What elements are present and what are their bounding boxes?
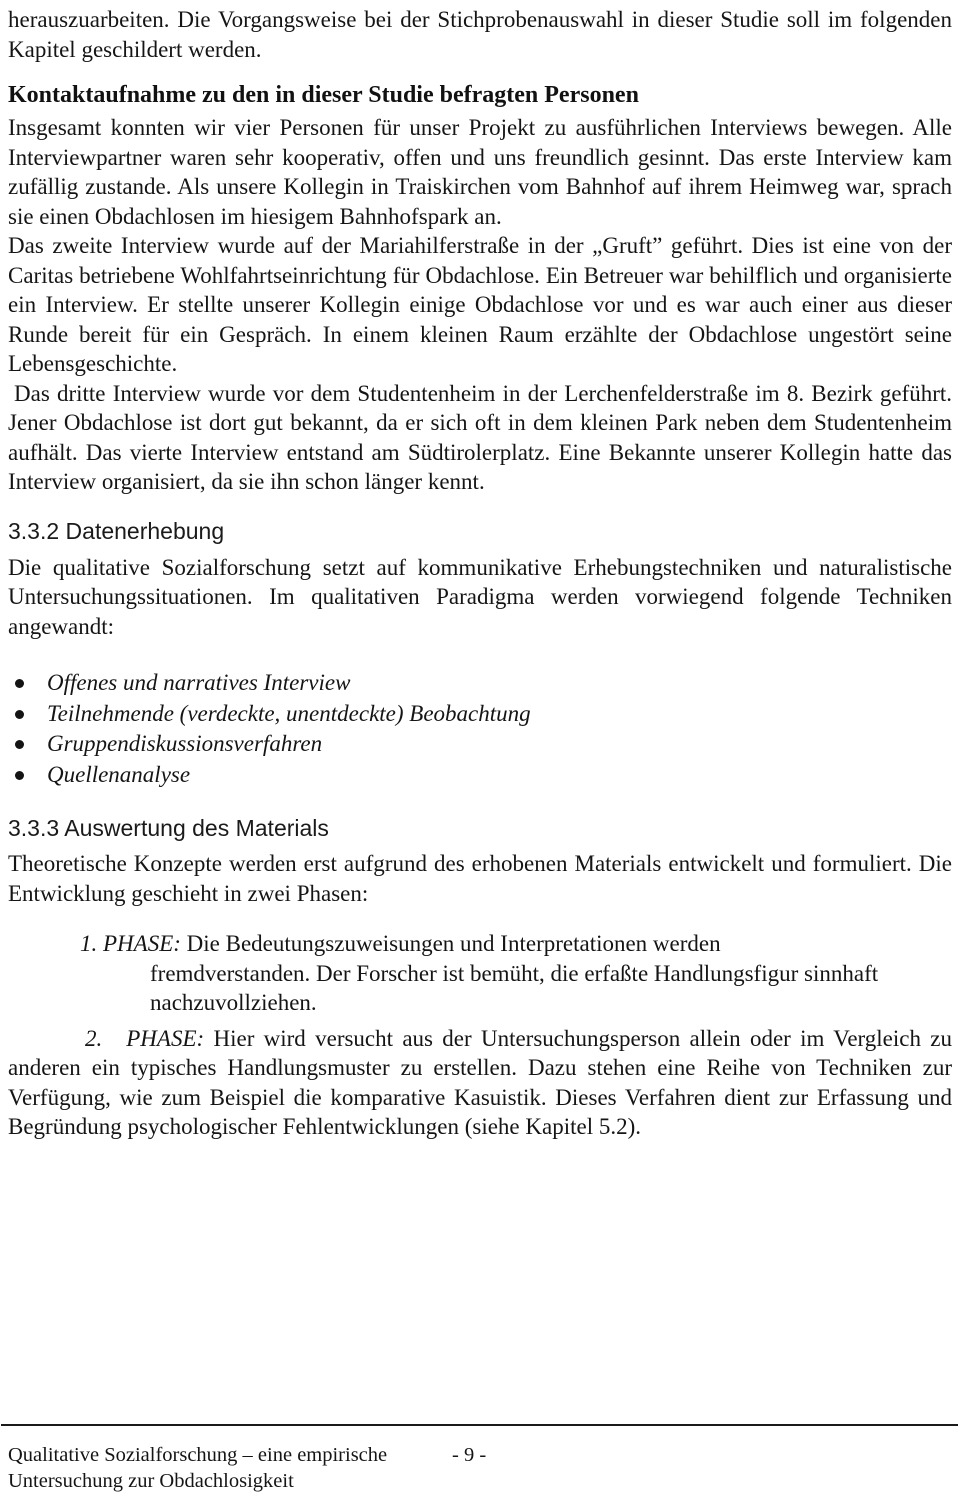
paragraph-second-interview: Das zweite Interview wurde auf der Mariahilferstraße in der „Gruft” geführt. Dies ist eine von der Caritas betriebene Wohlfahrtseinrichtung für Obdachlose. Ein Betreuer war behilflich und organisierte ein Interview. Er stellte unserer Kollegin einige Obdachlose vor und es war auch einer aus dieser Runde bereit für ein Gespräch. In einem kleinen Raum erzählte der Obdachlose ungestört seine Lebensgeschichte.: [8, 233, 952, 376]
section-heading-datenerhebung: 3.3.2 Datenerhebung: [8, 517, 225, 544]
list-item: [8, 699, 952, 730]
section-heading-auswertung: 3.3.3 Auswertung des Materials: [8, 815, 329, 841]
page-footer: [8, 1442, 387, 1494]
phase-item-2: [8, 1024, 952, 1142]
footer-divider: [1, 1424, 958, 1426]
phase-text-continuation: fremdverstanden. Der Forscher ist bemüht, die erfaßte Handlungsfigur sinnhaft: [150, 960, 879, 986]
section-heading-kontaktaufnahme: Kontaktaufnahme zu den in dieser Studie befragten Personen: [8, 82, 639, 108]
intro-paragraph: herauszuarbeiten. Die Vorgangsweise bei der Stichprobenauswahl in dieser Studie soll im folgenden Kapitel geschildert werden.: [8, 7, 952, 62]
bullet-icon: [15, 710, 24, 719]
phase-text-continuation: nachzuvollziehen.: [150, 990, 317, 1015]
list-item-label: Quellenanalyse: [47, 761, 191, 787]
page-number: - 9 -: [452, 1444, 487, 1466]
paragraph-datenerhebung: Die qualitative Sozialforschung setzt auf kommunikative Erhebungstechniken und naturalistische Untersuchungssituationen. Im qualitativen Paradigma werden vorwiegend folgende Techniken angewandt:: [8, 554, 952, 639]
bullet-icon: [15, 740, 24, 749]
list-item: [8, 760, 952, 791]
phase-text: Die Bedeutungszuweisungen und Interpretationen werden: [186, 931, 721, 956]
phase-number: 2.: [85, 1025, 103, 1051]
paragraph-third-fourth-interview: Das dritte Interview wurde vor dem Studentenheim in der Lerchenfelderstraße im 8. Bezirk geführt. Jener Obdachlose ist dort gut bekannt, da er sich oft in dem kleinen Park neben dem Studentenheim aufhält. Das vierte Interview entstand am Südtirolerplatz. Eine Bekannte unserer Kollegin hatte das Interview organisiert, da sie ihn schon länger kennt.: [8, 380, 952, 494]
list-item-label: Gruppendiskussionsverfahren: [47, 731, 323, 756]
phases-list: [8, 929, 952, 1142]
paragraph-auswertung: Theoretische Konzepte werden erst aufgrund des erhobenen Materials entwickelt und formuliert. Die Entwicklung geschieht in zwei Phasen:: [8, 851, 952, 906]
footer-title-line2: Untersuchung zur Obdachlosigkeit: [8, 1470, 294, 1492]
list-item: [8, 668, 952, 699]
bullet-icon: [15, 679, 24, 688]
list-item-label: Offenes und narratives Interview: [47, 670, 351, 695]
phase-text: Hier wird versucht aus der Untersuchungsperson allein oder im Vergleich zu anderen ein typisches Handlungsmuster zu erstellen. Dazu stehen eine Reihe von Techniken zur Verfügung, wie zum Beispiel die komparative Kasuistik. Dieses Verfahren dient zur Erfassung und Begründung psychologischer Fehlentwicklungen (siehe Kapitel 5.2).: [8, 1025, 953, 1139]
phase-label: PHASE:: [103, 931, 181, 956]
bullet-icon: [15, 771, 24, 780]
paragraph-interviews-overview: Insgesamt konnten wir vier Personen für unser Projekt zu ausführlichen Interviews bewegen. Alle Interviewpartner waren sehr kooperativ, offen und uns freundlich gesinnt. Das erste Interview kam zufällig zustande. Als unsere Kollegin in Traiskirchen vom Bahnhof auf ihrem Heimweg war, sprach sie einen Obdachlosen im hiesigem Bahnhofspark an.: [8, 115, 952, 229]
phase-item-1: [80, 929, 952, 959]
phase-number: 1.: [80, 931, 98, 956]
techniques-list: [8, 668, 952, 790]
footer-title-line1: Qualitative Sozialforschung – eine empirische: [8, 1444, 388, 1466]
list-item: [8, 729, 952, 760]
list-item-label: Teilnehmende (verdeckte, unentdeckte) Beobachtung: [47, 700, 531, 726]
phase-label: PHASE:: [126, 1025, 205, 1051]
